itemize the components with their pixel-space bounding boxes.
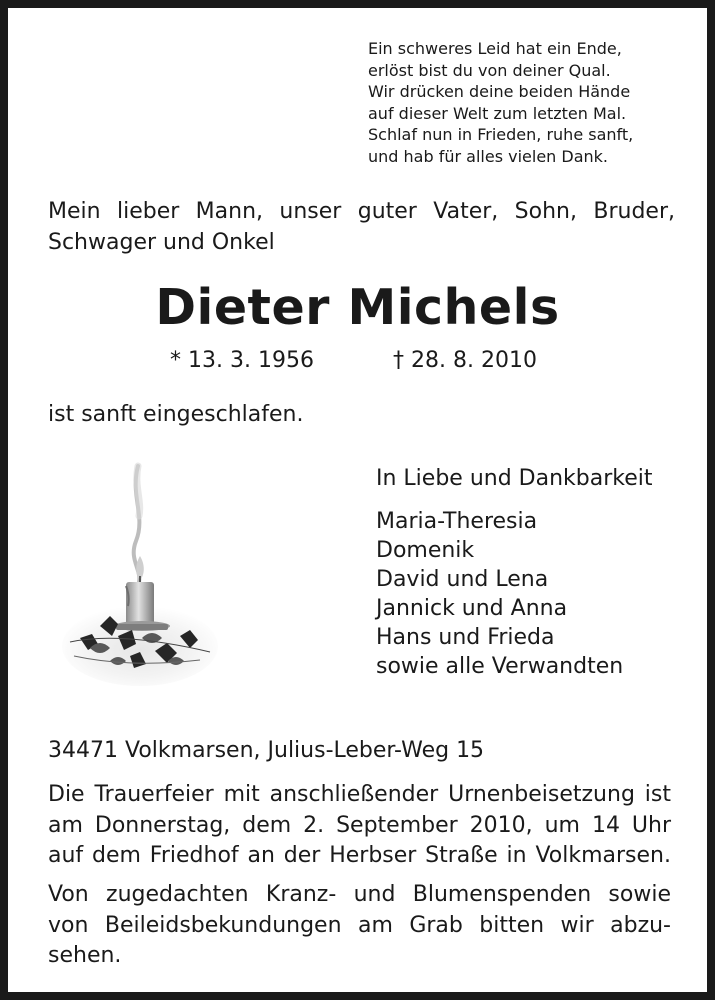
poem-line: und hab für alles vielen Dank. bbox=[368, 146, 608, 166]
funeral-details bbox=[48, 780, 671, 872]
poem-line: erlöst bist du von deiner Qual. bbox=[368, 60, 611, 80]
mourners-heading: In Liebe und Dankbarkeit bbox=[376, 466, 653, 491]
poem-line: Ein schweres Leid hat ein Ende, bbox=[368, 39, 622, 58]
family-address: 34471 Volkmarsen, Julius-Leber-Weg 15 bbox=[48, 738, 485, 763]
mourner-name: David und Lena bbox=[376, 567, 549, 592]
donation-note bbox=[48, 880, 671, 972]
mourner-name: Hans und Frieda bbox=[376, 625, 555, 650]
intro-line: Schwager und Onkel bbox=[48, 230, 275, 255]
funeral-line: am Donnerstag, dem 2. September 2010, um 14 Uhr bbox=[48, 812, 671, 838]
candle-icon bbox=[60, 456, 220, 701]
mourner-name: Jannick und Anna bbox=[376, 596, 568, 621]
mourner-name: sowie alle Verwandten bbox=[376, 654, 624, 679]
poem-line: Schlaf nun in Frieden, ruhe sanft, bbox=[368, 125, 634, 144]
intro-text bbox=[48, 196, 675, 258]
death-date: † 28. 8. 2010 bbox=[393, 348, 537, 373]
mourners-list bbox=[376, 507, 696, 681]
poem-line: auf dieser Welt zum letzten Mal. bbox=[368, 103, 627, 123]
poem-line: Wir drücken deine beiden Hände bbox=[368, 82, 631, 101]
funeral-line: auf dem Friedhof an der Herbser Straße in Volkmarsen. bbox=[48, 843, 671, 868]
deceased-name: Dieter Michels bbox=[155, 279, 560, 336]
donation-line: sehen. bbox=[48, 943, 122, 968]
mourner-name: Domenik bbox=[376, 538, 475, 563]
intro-line: Mein lieber Mann, unser guter Vater, Sohn, Bruder, bbox=[48, 199, 675, 224]
announcement-text: ist sanft eingeschlafen. bbox=[48, 402, 304, 427]
mourner-name: Maria-Theresia bbox=[376, 509, 538, 534]
birth-date: * 13. 3. 1956 bbox=[170, 348, 314, 373]
donation-line: von Beileidsbekundungen am Grab bitten wir abzu- bbox=[48, 912, 671, 938]
funeral-line: Die Trauerfeier mit anschließender Urnenbeisetzung ist bbox=[48, 782, 671, 807]
mourners-block bbox=[376, 464, 696, 681]
donation-line: Von zugedachten Kranz- und Blumenspenden sowie bbox=[48, 882, 671, 907]
memorial-poem bbox=[368, 38, 698, 167]
